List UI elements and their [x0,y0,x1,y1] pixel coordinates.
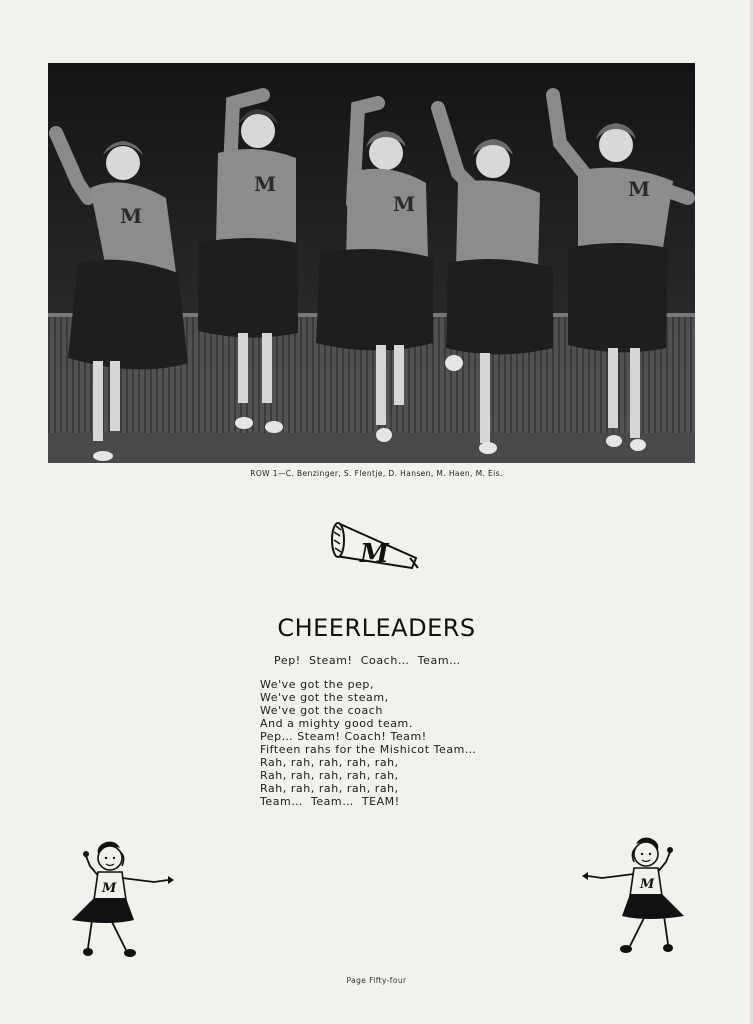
photo-illustration [48,63,695,463]
cheer-line: Pep… Steam! Coach! Team! [260,730,427,743]
cheer-line: Rah, rah, rah, rah, rah, [260,756,399,769]
cheer-line: Fifteen rahs for the Mishicot Team… [260,743,477,756]
svg-text:M: M [254,172,277,196]
cheer-line: Rah, rah, rah, rah, rah, [260,769,399,782]
cheer-line: And a mighty good team. [260,717,413,730]
cheerleaders-photo [48,63,695,463]
sweater-letter: M [640,877,655,892]
cheer-line: We've got the coach [260,704,383,717]
cheer-verse [260,678,476,808]
cheerleader-cartoon-icon [580,832,692,958]
photo-caption: ROW 1—C. Benzinger, S. Flentje, D. Hansen, M. Haen, M. Eis. [250,469,503,478]
page-number: Page Fifty-four [346,976,407,985]
cheer-subtitle: Pep! Steam! Coach… Team… [274,654,461,667]
svg-text:M: M [120,204,143,228]
megaphone-icon [330,512,422,574]
svg-text:M: M [628,177,651,201]
page-title: CHEERLEADERS [277,614,476,642]
cheer-line: Team… Team… TEAM! [260,795,400,808]
sweater-letter: M [102,881,117,896]
cheer-line: Rah, rah, rah, rah, rah, [260,782,399,795]
emblem-letter: M [360,539,389,569]
cheer-line: We've got the steam, [260,691,389,704]
cheer-line: We've got the pep, [260,678,374,691]
svg-text:M: M [393,192,416,216]
cheerleader-cartoon-icon [64,836,176,962]
